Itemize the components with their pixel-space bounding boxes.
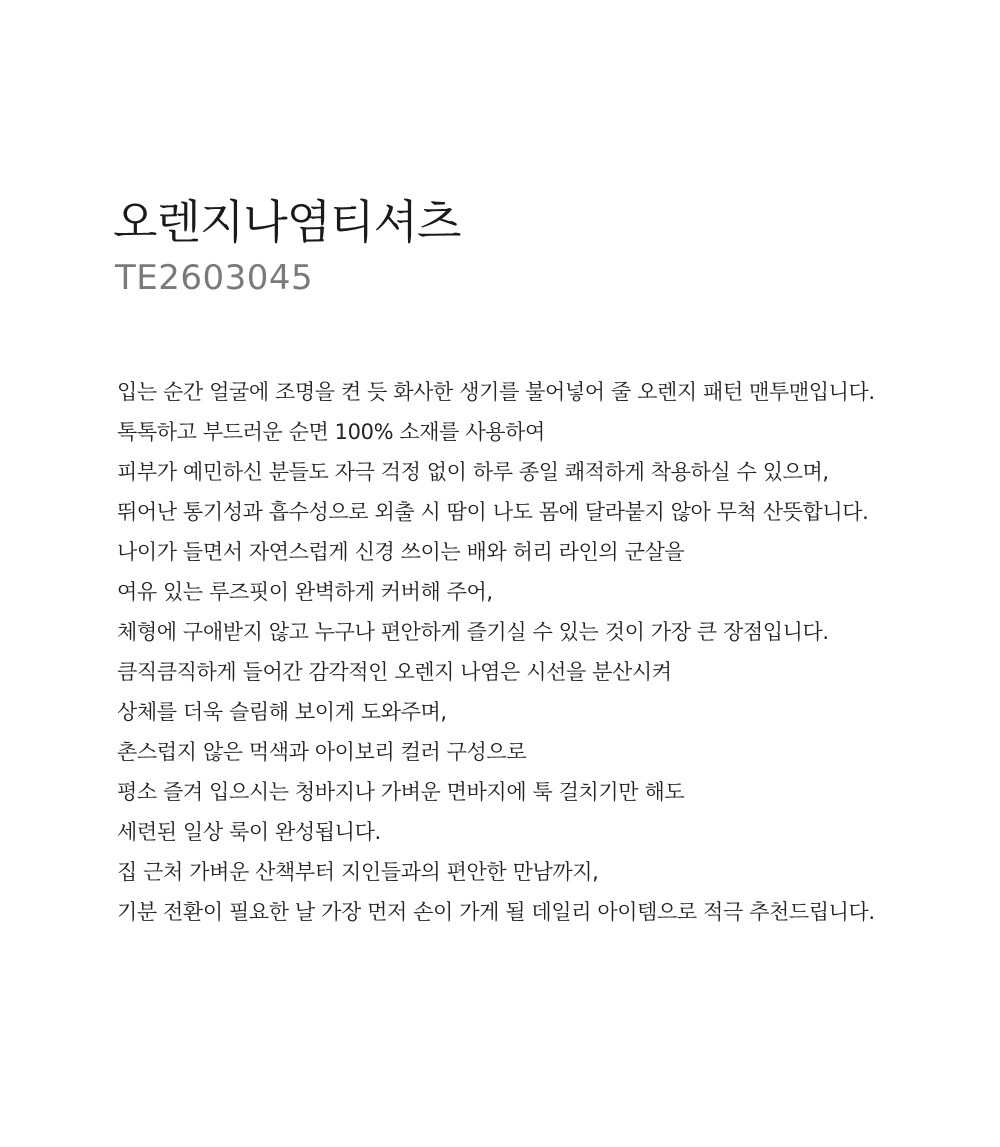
description-line: 촌스럽지 않은 먹색과 아이보리 컬러 구성으로 <box>117 740 527 764</box>
product-header <box>113 194 461 298</box>
description-line: 뛰어난 통기성과 흡수성으로 외출 시 땀이 나도 몸에 달라붙지 않아 무척 산뜻합니다. <box>117 500 869 524</box>
product-code: TE2603045 <box>115 258 314 298</box>
description-line: 여유 있는 루즈핏이 완벽하게 커버해 주어, <box>117 580 493 604</box>
description-line: 나이가 들면서 자연스럽게 신경 쓰이는 배와 허리 라인의 군살을 <box>117 540 685 564</box>
description-line: 평소 즐겨 입으시는 청바지나 가벼운 면바지에 툭 걸치기만 해도 <box>117 780 685 804</box>
description-line: 기분 전환이 필요한 날 가장 먼저 손이 가게 될 데일리 아이템으로 적극 추천드립니다. <box>117 900 875 924</box>
product-description <box>117 372 987 932</box>
description-line: 입는 순간 얼굴에 조명을 켠 듯 화사한 생기를 불어넣어 줄 오렌지 패턴 맨투맨입니다. <box>117 380 875 404</box>
description-line: 피부가 예민하신 분들도 자극 걱정 없이 하루 종일 쾌적하게 착용하실 수 있으며, <box>117 460 829 484</box>
product-title: 오렌지나염티셔츠 <box>113 195 461 249</box>
description-line: 큼직큼직하게 들어간 감각적인 오렌지 나염은 시선을 분산시켜 <box>117 660 672 684</box>
description-line: 체형에 구애받지 않고 누구나 편안하게 즐기실 수 있는 것이 가장 큰 장점입니다. <box>117 620 829 644</box>
description-line: 상체를 더욱 슬림해 보이게 도와주며, <box>117 700 447 724</box>
description-line: 세련된 일상 룩이 완성됩니다. <box>117 820 381 844</box>
description-line: 톡톡하고 부드러운 순면 100% 소재를 사용하여 <box>117 420 545 444</box>
description-line: 집 근처 가벼운 산책부터 지인들과의 편안한 만남까지, <box>117 860 599 884</box>
